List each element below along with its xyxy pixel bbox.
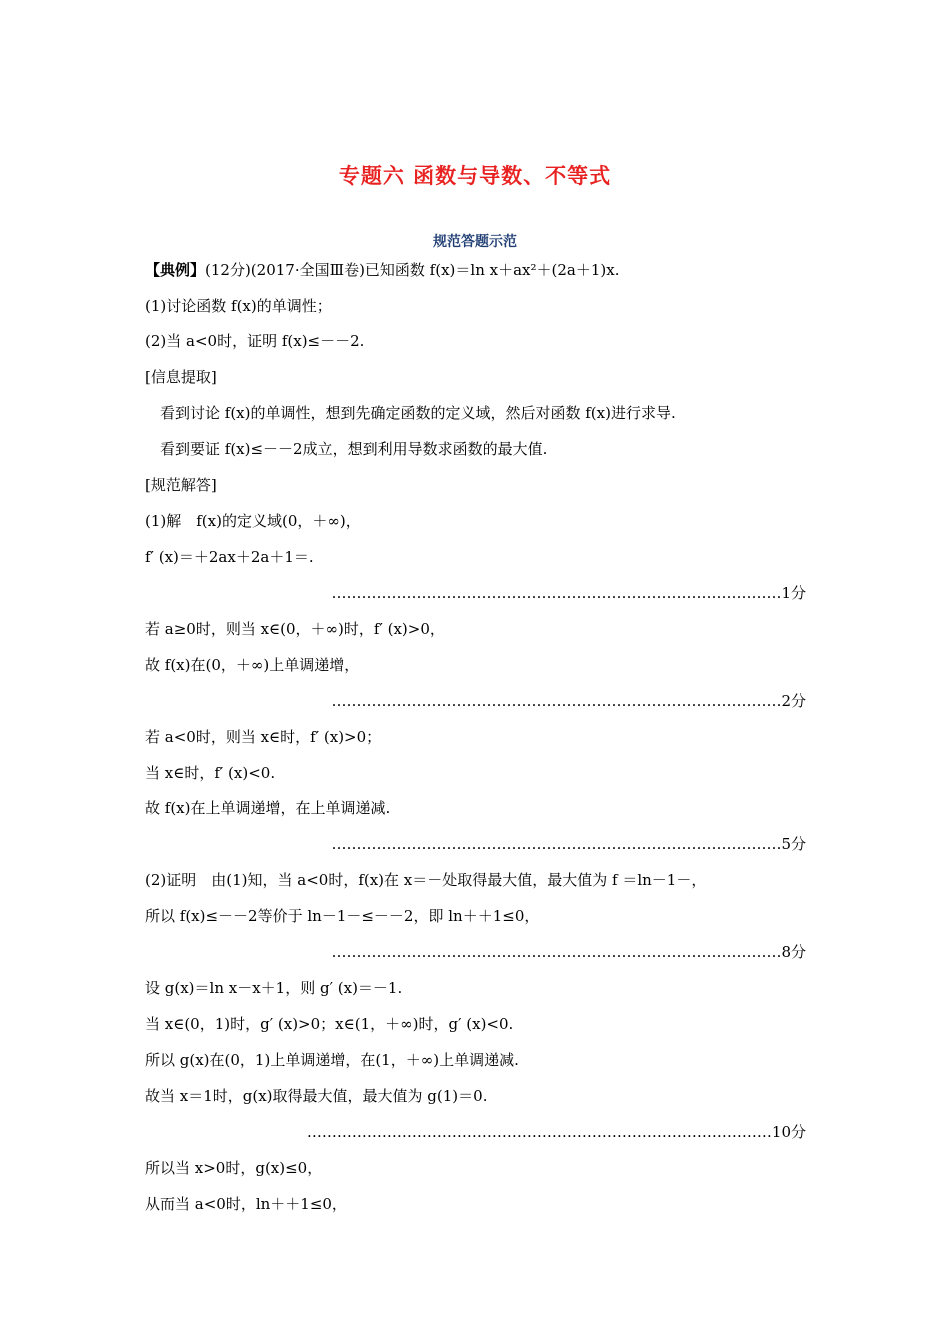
solution-line: 当 x∈(0，1)时，g′ (x)>0；x∈(1，＋∞)时，g′ (x)<0. (145, 1015, 514, 1033)
solution-line: 设 g(x)＝ln x－x＋1，则 g′ (x)＝－1. (145, 979, 403, 997)
solution-line: (2)证明 由(1)知，当 a<0时，f(x)在 x＝－处取得最大值，最大值为 f ＝ln－1－， (145, 871, 707, 889)
solution-line: 故当 x＝1时，g(x)取得最大值，最大值为 g(1)＝0. (145, 1087, 488, 1105)
solution-line: 所以当 x>0时，g(x)≤0， (145, 1159, 323, 1177)
score-marker: ………………………………………………………………………………1分 (331, 584, 806, 602)
question-2: (2)当 a<0时，证明 f(x)≤－－2. (145, 332, 365, 350)
question-1: (1)讨论函数 f(x)的单调性； (145, 297, 332, 315)
score-marker: ………………………………………………………………………………5分 (331, 835, 806, 853)
page-title: 专题六 函数与导数、不等式 (338, 164, 612, 188)
solution-line: 从而当 a<0时，ln＋＋1≤0， (145, 1195, 347, 1213)
solution-line: f′ (x)＝＋2ax＋2a＋1＝. (145, 548, 314, 566)
example-text: (12分)(2017·全国Ⅲ卷)已知函数 f(x)＝ln x＋ax²＋(2a＋1)x. (205, 261, 620, 279)
score-marker: ………………………………………………………………………………2分 (331, 692, 806, 710)
solution-line: 所以 g(x)在(0，1)上单调递增，在(1，＋∞)上单调递减. (145, 1051, 519, 1069)
solution-line: 所以 f(x)≤－－2等价于 ln－1－≤－－2，即 ln＋＋1≤0， (145, 907, 540, 925)
score-marker: ………………………………………………………………………………8分 (331, 943, 806, 961)
solution-line: 故 f(x)在(0，＋∞)上单调递增， (145, 656, 360, 674)
section-subtitle: 规范答题示范 (433, 234, 517, 250)
solution-line: 故 f(x)在上单调递增，在上单调递减. (145, 799, 391, 817)
solution-line: 若 a<0时，则当 x∈时，f′ (x)>0； (145, 728, 382, 746)
solution-line: 若 a≥0时，则当 x∈(0，＋∞)时，f′ (x)>0， (145, 620, 445, 638)
solution-line: 当 x∈时，f′ (x)<0. (145, 764, 276, 782)
score-marker: …………………………………………………………………………………10分 (306, 1123, 806, 1141)
solution-line: (1)解 f(x)的定义域(0，＋∞)， (145, 512, 361, 530)
example-line (145, 260, 619, 280)
info-heading: [信息提取] (145, 368, 217, 386)
info-line-1: 看到讨论 f(x)的单调性，想到先确定函数的定义域，然后对函数 f(x)进行求导. (160, 404, 676, 422)
info-line-2: 看到要证 f(x)≤－－2成立，想到利用导数求函数的最大值. (160, 440, 548, 458)
example-tag: 【典例】 (145, 261, 206, 279)
solution-heading: [规范解答] (145, 476, 217, 494)
